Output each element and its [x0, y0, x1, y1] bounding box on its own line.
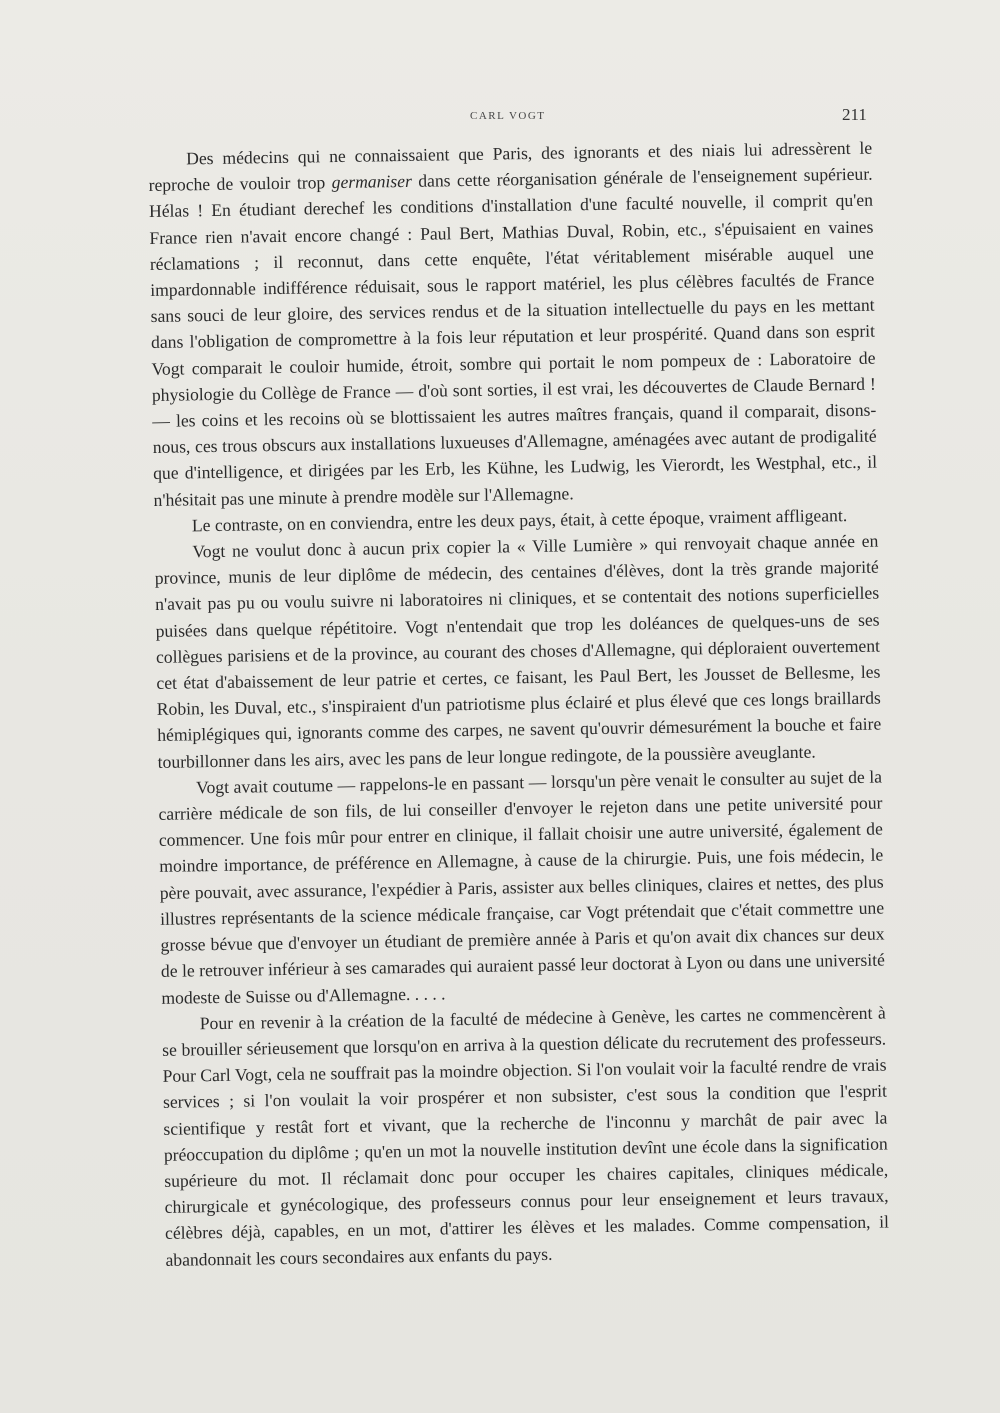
paragraph-1: [148, 135, 878, 513]
paragraph-2: Le contraste, on en conviendra, entre les deux pays, était, à cette époque, vraiment affligeant.: [191, 504, 848, 536]
paragraph-4: Vogt avait coutume — rappelons-le en passant — lorsqu'un père venait le consulter au sujet de la carrière médicale de son fils, de lui conseiller d'envoyer le rejeton dans une petite université pour commencer. Une fois mûr pour entrer en clinique, il fallait choisir une autre université, également de moindre importance, de préférence en Allemagne, à cause de la chirurgie. Puis, une fois médecin, le père pouvait, avec assurance, l'expédier à Paris, assister aux belles cliniques, claires et nettes, des plus illustres représentants de la science médicale française, car Vogt prétendait que c'était commettre une grosse bévue que d'envoyer un étudiant de première année à Paris et qu'on avait dix chances sur deux de le retrouver inférieur à ses camarades qui auraient passé leur doctorat à Lyon ou dans une université modeste de Suisse ou d'Allemagne. . . . .: [158, 766, 886, 1008]
paragraph-3: Vogt ne voulut donc à aucun prix copier la « Ville Lumière » qui renvoyait chaque année en province, munis de leur diplôme de médecin, des centaines d'élèves, dont la très grande majorité n'avait pas pu ou voulu suivre ni laboratoires ni cliniques, et se contentait des notions superficielles puisées dans quelque répétitoire. Vogt n'entendait que trop les doléances de quelques-uns de ses collègues parisiens et de la province, au courant des choses d'Allemagne, qui déploraient ouvertement cet état d'abaissement de leur patrie et certes, ce faisant, les Paul Bert, les Jousset de Bellesme, les Robin, les Duval, etc., s'inspiraient d'un patriotisme plus éclairé et plus élevé que ces longs braillards hémiplégiques qui, ignorants comme des carpes, ne savent qu'ouvrir démesurément la bouche et faire tourbillonner dans les airs, avec les pans de leur longue redingote, de la poussière aveuglante.: [154, 530, 882, 772]
page-number: 211: [842, 105, 867, 124]
running-head: CARL VOGT: [470, 110, 546, 122]
italic-term: germaniser: [331, 171, 412, 193]
paragraph-5: Pour en revenir à la création de la faculté de médecine à Genève, les cartes ne commencèrent à se brouiller sérieusement que lorsqu'on en arriva à la question délicate du recrutement des professeurs. Pour Carl Vogt, cela ne souffrait pas la moindre objection. Si l'on voulait voir la faculté rendre de vrais services ; si l'on voulait la voir prospérer et non subsister, c'est sous la condition que l'esprit scientifique y restât fort et vivant, que la recherche de l'inconnu y marchât de pair avec la préoccupation du diplôme ; qu'en un mot la nouvelle institution devînt une école dans la signification supérieure du mot. Il réclamait donc pour occuper les chaires capitales, cliniques médicale, chirurgicale et gynécologique, des professeurs connus pour leur enseignement et leurs travaux, célèbres déjà, capables, en un mot, d'attirer les élèves et les malades. Comme compensation, il abandonnait les cours secondaires aux enfants du pays.: [162, 1002, 890, 1270]
paragraph-1-part-a: Des médecins qui ne connaissaient que Paris, des ignorants et des niais lui adressèrent le reproche de vouloir trop: [148, 137, 873, 196]
body-text: [148, 135, 890, 1273]
paragraph-1-part-b: dans cette réorganisation générale de l'enseignement supérieur. Hélas ! En étudiant derechef les conditions d'installation d'une faculté nouvelle, il comprit qu'en France rien n'avait encore changé : Paul Bert, Mathias Duval, Robin, etc., s'épuisaient en vaines réclamations ; il reconnut, dans cette enquête, l'état véritablement misérable auquel une impardonnable indifférence réduisait, sous le rapport matériel, les plus célèbres facultés de France sans souci de leur gloire, des services rendus et de la situation intellectuelle du pays en les mettant dans l'obligation de compromettre à la fois leur réputation et leur prospérité. Quand dans son esprit Vogt comparait le couloir humide, étroit, sombre qui portait le nom pompeux de : Laboratoire de physiologie du Collège de France — d'où sont sorties, il est vrai, les découvertes de Claude Bernard ! — les coins et les recoins où se blottissaient les autres maîtres français, quand il comparait, disons-nous, ces trous obscurs aux installations luxueuses d'Allemagne, aménagées avec autant de prodigalité que d'intelligence, et dirigées par les Erb, les Kühne, les Ludwig, les Vierordt, les Westphal, etc., il n'hésitait pas une minute à prendre modèle sur l'Allemagne.: [148, 163, 878, 510]
